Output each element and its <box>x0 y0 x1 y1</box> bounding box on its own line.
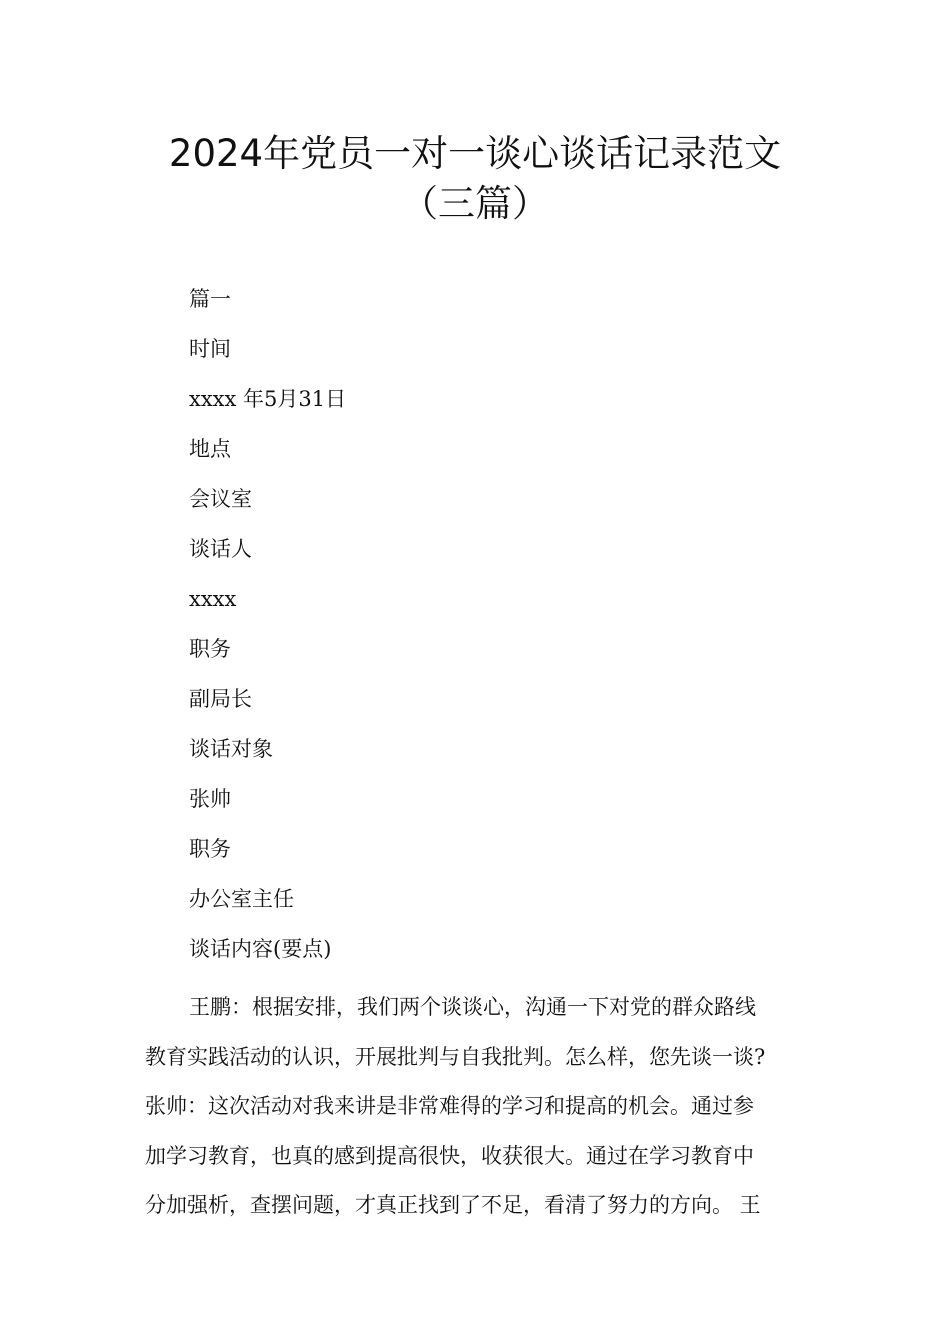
field-value-time: xxxx 年5月31日 <box>189 387 347 411</box>
body-line: 张帅：这次活动对我来讲是非常难得的学习和提高的机会。通过参 <box>145 1094 754 1118</box>
field-label-location: 地点 <box>189 437 231 461</box>
conversation-body <box>145 983 807 1231</box>
body-line: 分加强析，查摆问题，才真正找到了不足，看清了努力的方向。 王 <box>145 1193 761 1217</box>
field-value-interviewee: 张帅 <box>189 787 231 811</box>
body-line: 教育实践活动的认识，开展批判与自我批判。怎么样，您先谈一谈? <box>145 1044 766 1069</box>
body-line: 加学习教育，也真的感到提高很快，收获很大。通过在学习教育中 <box>145 1143 754 1168</box>
field-section-heading: 篇一 <box>189 287 231 311</box>
field-label-content: 谈话内容(要点) <box>189 937 332 961</box>
field-value-interviewer: xxxx <box>189 587 237 611</box>
body-line: 王鹏：根据安排，我们两个谈谈心，沟通一下对党的群众路线 <box>189 995 756 1019</box>
field-label-interviewee-position: 职务 <box>189 837 231 861</box>
field-label-interviewer-position: 职务 <box>189 637 231 661</box>
field-value-interviewee-position: 办公室主任 <box>189 887 294 911</box>
field-value-location: 会议室 <box>189 487 252 511</box>
document-title-line-1: 2024年党员一对一谈心谈话记录范文 <box>168 132 782 175</box>
field-value-interviewer-position: 副局长 <box>189 687 252 711</box>
field-label-interviewer: 谈话人 <box>189 537 252 561</box>
field-label-interviewee: 谈话对象 <box>189 737 273 761</box>
field-label-time: 时间 <box>189 337 231 361</box>
document-title-line-2: （三篇） <box>401 182 549 225</box>
